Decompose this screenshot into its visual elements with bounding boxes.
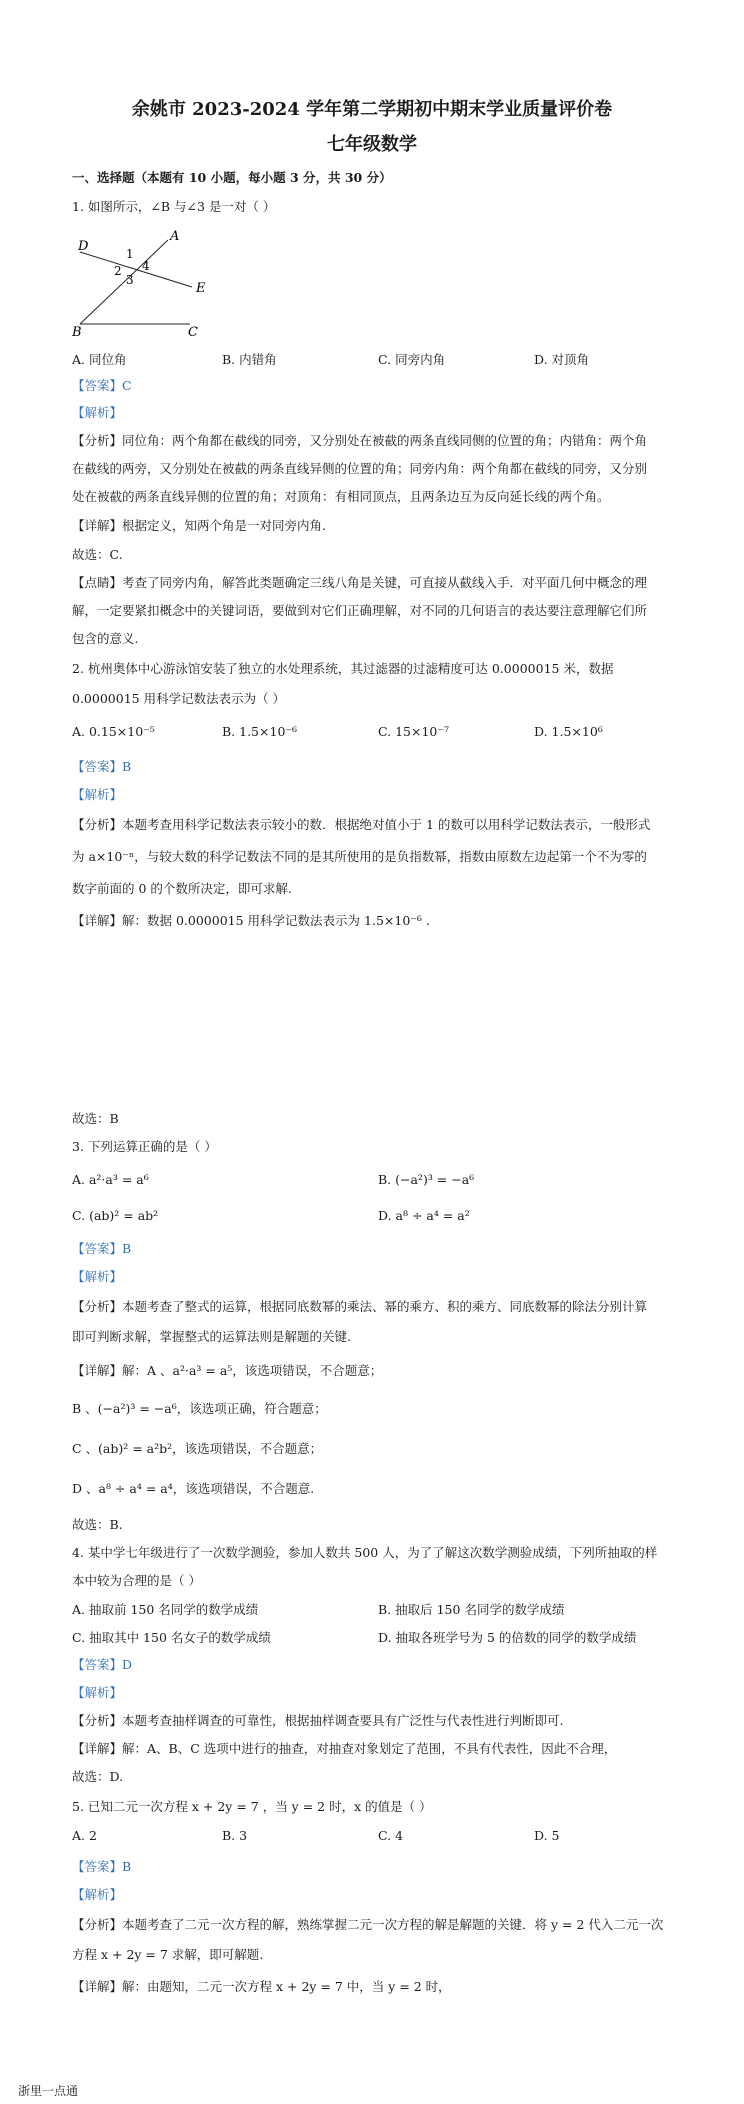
label-3: 3 xyxy=(126,273,134,287)
q4-option-b: B. 抽取后 150 名同学的数学成绩 xyxy=(378,1602,565,1617)
q2-option-c: C. 15×10⁻⁷ xyxy=(378,724,449,739)
label-E: E xyxy=(196,281,206,296)
q2-detail: 【详解】解：数据 0.0000015 用科学记数法表示为 1.5×10⁻⁶ . xyxy=(72,913,430,928)
q1-comment-line: 解，一定要紧扣概念中的关键词语，要做到对它们正确理解，对不同的几何语言的表达要注意理解它们所 xyxy=(72,603,648,618)
exam-subtitle: 七年级数学 xyxy=(327,134,417,155)
q2-analysis-line: 为 a×10⁻ⁿ，与较大数的科学记数法不同的是其所使用的是负指数幂，指数由原数左边起第一个不为零的 xyxy=(72,849,647,864)
q1-comment-line: 包含的意义. xyxy=(72,631,139,646)
q1-comment-line: 【点睛】考查了同旁内角，解答此类题确定三线八角是关键，可直接从截线入手．对平面几何中概念的理 xyxy=(72,575,648,590)
q4-detail: 【详解】解：A、B、C 选项中进行的抽查，对抽查对象划定了范围，不具有代表性，因此不合理， xyxy=(72,1741,617,1756)
q2-analysis-line: 【分析】本题考查用科学记数法表示较小的数．根据绝对值小于 1 的数可以用科学记数法表示，一般形式 xyxy=(72,817,651,832)
q1-stem: 1. 如图所示，∠B 与∠3 是一对（ ） xyxy=(72,199,276,214)
label-C: C xyxy=(188,325,198,337)
line-BA xyxy=(80,240,168,324)
q1-analysis-line: 处在被截的两条直线异侧的位置的角；对顶角：有相同顶点，且两条边互为反向延长线的两个角。 xyxy=(72,489,610,504)
q1-detail: 【详解】根据定义，知两个角是一对同旁内角. xyxy=(72,518,326,533)
label-D: D xyxy=(78,239,89,254)
footer-source: 浙里一点通 xyxy=(18,2084,79,2098)
q2-stem-line: 0.0000015 用科学记数法表示为（ ） xyxy=(72,691,286,706)
q4-analysis: 【分析】本题考查抽样调查的可靠性，根据抽样调查要具有广泛性与代表性进行判断即可. xyxy=(72,1713,564,1728)
q4-jiexi: 【解析】 xyxy=(72,1685,123,1700)
q1-choice: 故选：C. xyxy=(72,547,123,562)
q5-option-a: A. 2 xyxy=(72,1828,97,1843)
q3-option-b: B. (−a²)³ = −a⁶ xyxy=(378,1172,475,1187)
q1-answer: 【答案】C xyxy=(72,378,132,393)
q2-jiexi: 【解析】 xyxy=(72,787,123,802)
q1-jiexi: 【解析】 xyxy=(72,405,123,420)
label-1: 1 xyxy=(126,247,134,261)
label-A: A xyxy=(170,229,180,244)
q1-geometry-figure xyxy=(70,222,240,337)
q4-option-a: A. 抽取前 150 名同学的数学成绩 xyxy=(72,1602,259,1617)
q4-option-d: D. 抽取各班学号为 5 的倍数的同学的数学成绩 xyxy=(378,1630,637,1645)
q5-detail: 【详解】解：由题知，二元一次方程 x + 2y = 7 中，当 y = 2 时， xyxy=(72,1979,451,1994)
section-heading: 一、选择题（本题有 10 小题，每小题 3 分，共 30 分） xyxy=(72,170,392,185)
q2-analysis-line: 数字前面的 0 的个数所决定，即可求解. xyxy=(72,881,292,896)
q2-option-d: D. 1.5×10⁶ xyxy=(534,724,603,739)
q1-option-a: A. 同位角 xyxy=(72,352,127,367)
exam-title: 余姚市 2023-2024 学年第二学期初中期末学业质量评价卷 xyxy=(131,99,613,120)
q3-analysis-line: 【分析】本题考查了整式的运算，根据同底数幂的乘法、幂的乘方、积的乘方、同底数幂的除法分别计算 xyxy=(72,1299,648,1314)
line-DE xyxy=(80,252,192,287)
q4-option-c: C. 抽取其中 150 名女子的数学成绩 xyxy=(72,1630,271,1645)
q1-analysis-line: 在截线的两旁，又分别处在被截的两条直线异侧的位置的角；同旁内角：两个角都在截线的同旁，又分别 xyxy=(72,461,648,476)
q1-option-c: C. 同旁内角 xyxy=(378,352,446,367)
q2-stem-line: 2. 杭州奥体中心游泳馆安装了独立的水处理系统，其过滤器的过滤精度可达 0.0000015 米，数据 xyxy=(72,661,614,676)
q2-answer: 【答案】B xyxy=(72,759,132,774)
q1-option-b: B. 内错角 xyxy=(222,352,277,367)
label-B: B xyxy=(72,325,82,337)
label-2: 2 xyxy=(114,264,122,278)
q5-stem: 5. 已知二元一次方程 x + 2y = 7 ，当 y = 2 时，x 的值是（ ） xyxy=(72,1799,432,1814)
q5-analysis-line: 方程 x + 2y = 7 求解，即可解题. xyxy=(72,1947,264,1962)
q3-jiexi: 【解析】 xyxy=(72,1269,123,1284)
q3-stem: 3. 下列运算正确的是（ ） xyxy=(72,1139,217,1154)
q1-option-d: D. 对顶角 xyxy=(534,352,590,367)
q4-answer: 【答案】D xyxy=(72,1657,133,1672)
q4-stem-line: 4. 某中学七年级进行了一次数学测验，参加人数共 500 人，为了了解这次数学测验成绩，下列所抽取的样 xyxy=(72,1545,658,1560)
q5-option-b: B. 3 xyxy=(222,1828,248,1843)
q4-stem-line: 本中较为合理的是（ ） xyxy=(72,1573,201,1588)
q5-analysis-line: 【分析】本题考查了二元一次方程的解，熟练掌握二元一次方程的解是解题的关键．将 y = 2 代入二元一次 xyxy=(72,1917,664,1932)
q3-answer: 【答案】B xyxy=(72,1241,132,1256)
q3-detail-line: 【详解】解：A 、a²·a³ = a⁵，该选项错误，不合题意； xyxy=(72,1363,383,1378)
q2-option-b: B. 1.5×10⁻⁶ xyxy=(222,724,297,739)
q5-option-d: D. 5 xyxy=(534,1828,560,1843)
q4-choice: 故选：D. xyxy=(72,1769,124,1784)
q3-detail-line: B 、(−a²)³ = −a⁶，该选项正确，符合题意； xyxy=(72,1401,327,1416)
q2-option-a: A. 0.15×10⁻⁵ xyxy=(72,724,155,739)
q3-option-d: D. a⁸ ÷ a⁴ = a² xyxy=(378,1208,470,1223)
q3-choice: 故选：B. xyxy=(72,1517,123,1532)
q3-analysis-line: 即可判断求解，掌握整式的运算法则是解题的关键. xyxy=(72,1329,351,1344)
q2-choice: 故选：B xyxy=(72,1111,119,1126)
q5-option-c: C. 4 xyxy=(378,1828,404,1843)
q3-option-a: A. a²·a³ = a⁶ xyxy=(72,1172,149,1187)
q3-option-c: C. (ab)² = ab² xyxy=(72,1208,159,1223)
q3-detail-line: D 、a⁸ ÷ a⁴ = a⁴，该选项错误，不合题意. xyxy=(72,1481,315,1496)
label-4: 4 xyxy=(142,259,150,273)
q3-detail-line: C 、(ab)² = a²b²，该选项错误，不合题意； xyxy=(72,1441,323,1456)
q1-analysis-line: 【分析】同位角：两个角都在截线的同旁，又分别处在被截的两条直线同侧的位置的角；内错角：两个角 xyxy=(72,433,648,448)
q5-answer: 【答案】B xyxy=(72,1859,132,1874)
q5-jiexi: 【解析】 xyxy=(72,1887,123,1902)
